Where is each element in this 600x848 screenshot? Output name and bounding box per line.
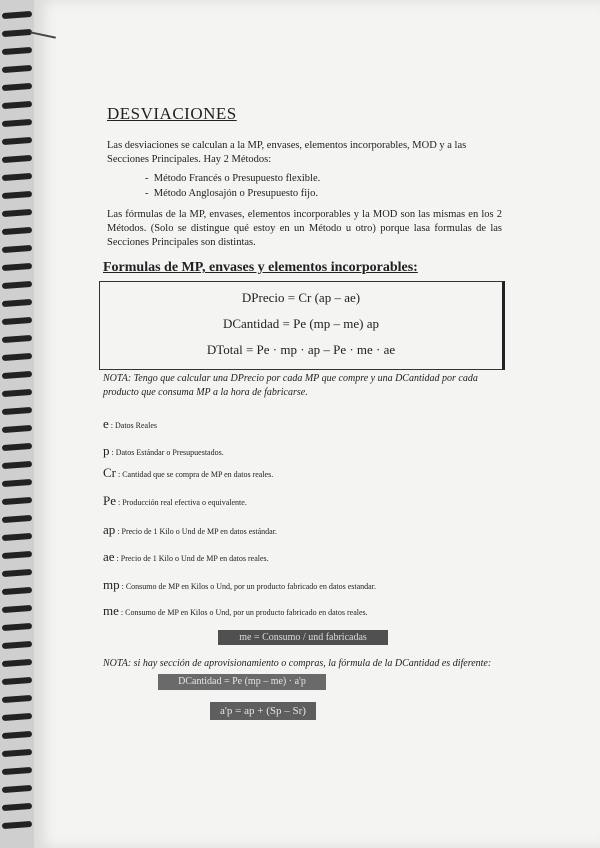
method-label: Método Francés o Presupuesto flexible.: [153, 173, 321, 184]
formula-box: [99, 281, 505, 370]
definition-row: [103, 522, 277, 538]
definition-symbol: Pe: [103, 493, 116, 508]
definition-symbol: me: [103, 603, 119, 618]
definition-symbol: e: [103, 416, 109, 431]
definition-symbol: mp: [103, 577, 120, 592]
definition-symbol: ap: [103, 522, 116, 537]
page-title: DESVIACIONES: [107, 104, 237, 123]
formulas-paragraph: Las fórmulas de la MP, envases, elementos incorporables y la MOD son las mismas en los 2 Métodos. (Solo se distingue qué estoy en un Método u otro) porque lasa formulas de las Secciones Principales son distintas.: [107, 209, 502, 248]
formula-price: DPrecio = Cr (ap – ae): [241, 290, 361, 305]
definition-symbol: Cr: [103, 465, 116, 480]
definition-text: : Precio de 1 Kilo o Und de MP en datos estándar.: [117, 527, 277, 536]
definition-symbol: p: [103, 443, 110, 458]
definition-row: [103, 443, 224, 459]
definition-row: [103, 603, 368, 619]
definition-row: [103, 549, 269, 565]
definition-text: : Cantidad que se compra de MP en datos reales.: [118, 470, 274, 479]
methods-list: [145, 172, 445, 202]
definition-text: : Datos Reales: [110, 421, 157, 430]
intro-paragraph: Las desviaciones se calculan a la MP, envases, elementos incorporables, MOD y a las Secciones Principales. Hay 2 Métodos:: [107, 140, 467, 165]
definition-symbol: ae: [103, 549, 115, 564]
formula-quantity: DCantidad = Pe (mp – me) ap: [222, 316, 380, 331]
definition-text: : Consumo de MP en Kilos o Und, por un producto fabricado en datos reales.: [120, 608, 368, 617]
definition-text: : Producción real efectiva o equivalente.: [118, 498, 247, 507]
definition-row: [103, 577, 376, 593]
highlighted-formula-quantity: DCantidad = Pe (mp – me) · a'p: [158, 674, 326, 690]
definition-row: [103, 493, 247, 509]
method-item: - Método Francés o Presupuesto flexible.: [145, 173, 321, 184]
spiral-binding: [0, 0, 34, 848]
method-label: Método Anglosajón o Presupuesto fijo.: [153, 188, 318, 199]
note-2: NOTA: si hay sección de aprovisionamiento o compras, la fórmula de la DCantidad es diferente:: [103, 658, 492, 669]
note-1: NOTA: Tengo que calcular una DPrecio por cada MP que compre y una DCantidad por cada producto que consuma MP a la hora de fabricarse.: [103, 373, 478, 398]
definition-row: [103, 416, 157, 432]
method-item: - Método Anglosajón o Presupuesto fijo.: [145, 188, 318, 199]
definition-text: : Consumo de MP en Kilos o Und, por un producto fabricado en datos estandar.: [121, 582, 376, 591]
definition-row: [103, 465, 273, 481]
definition-text: : Precio de 1 Kilo o Und de MP en datos reales.: [116, 554, 269, 563]
highlighted-formula-ap: a'p = ap + (Sp – Sr): [210, 702, 316, 720]
section-heading: Formulas de MP, envases y elementos incorporables:: [103, 260, 418, 275]
definition-text: : Datos Estándar o Presupuestados.: [111, 448, 224, 457]
highlighted-formula-me: me = Consumo / und fabricadas: [218, 630, 388, 645]
formula-total: DTotal = Pe · mp · ap – Pe · me · ae: [206, 342, 396, 357]
